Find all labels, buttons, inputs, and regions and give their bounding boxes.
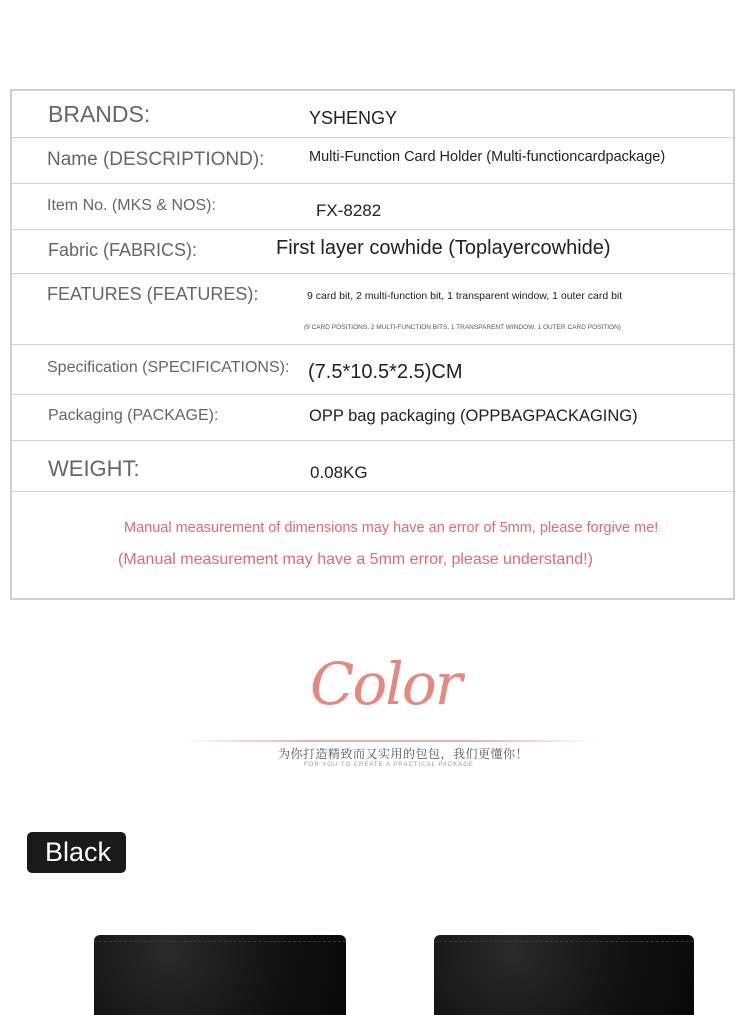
item-no-value: FX-8282 [316, 201, 382, 220]
item-no-label: Item No. (MKS & NOS): [47, 197, 216, 214]
spec-row-packaging [12, 394, 733, 441]
color-section-banner [180, 650, 600, 780]
spec-row-specification [12, 344, 733, 395]
packaging-label: Packaging (PACKAGE): [48, 407, 219, 424]
measurement-note-translation: (Manual measurement may have a 5mm error, please understand!) [118, 551, 593, 568]
specification-label: Specification (SPECIFICATIONS): [47, 359, 290, 376]
features-sub-value: (9 CARD POSITIONS, 2 MULTI-FUNCTION BITS, 1 TRANSPARENT WINDOW, 1 OUTER CARD POSITION) [304, 324, 621, 331]
color-subtitle-en: FOR YOU TO CREATE A PRACTICAL PACKAGE [304, 762, 474, 768]
spec-row-name [12, 137, 733, 184]
fabric-value: First layer cowhide (Toplayercowhide) [276, 237, 611, 259]
spec-table [10, 89, 735, 600]
packaging-value: OPP bag packaging (OPPBAGPACKAGING) [309, 407, 638, 425]
spec-row-item-no [12, 183, 733, 230]
brand-label: BRANDS: [48, 101, 151, 127]
weight-label: WEIGHT: [48, 456, 140, 481]
spec-row-features [12, 273, 733, 345]
features-value: 9 card bit, 2 multi-function bit, 1 transparent window, 1 outer card bit [307, 290, 623, 302]
fabric-label: Fabric (FABRICS): [48, 240, 198, 260]
name-label: Name (DESCRIPTIOND): [47, 149, 265, 170]
measurement-note: Manual measurement of dimensions may have an error of 5mm, please forgive me! [124, 520, 659, 536]
name-value: Multi-Function Card Holder (Multi-functioncardpackage) [309, 149, 666, 165]
variant-badge-black: Black [27, 832, 126, 873]
weight-value: 0.08KG [310, 463, 368, 482]
wallet-photo-left [94, 935, 346, 1015]
spec-row-fabric [12, 229, 733, 274]
features-label: FEATURES (FEATURES): [47, 284, 259, 304]
wallet-photo-right [434, 935, 694, 1015]
color-subtitle-cn: 为你打造精致而又实用的包包，我们更懂你！ [278, 747, 529, 761]
spec-row-weight [12, 440, 733, 492]
banner-divider [180, 740, 600, 742]
spec-row-brand [12, 91, 733, 138]
brand-value: YSHENGY [309, 108, 398, 128]
specification-value: (7.5*10.5*2.5)CM [308, 361, 463, 383]
color-title: Color [310, 650, 461, 718]
